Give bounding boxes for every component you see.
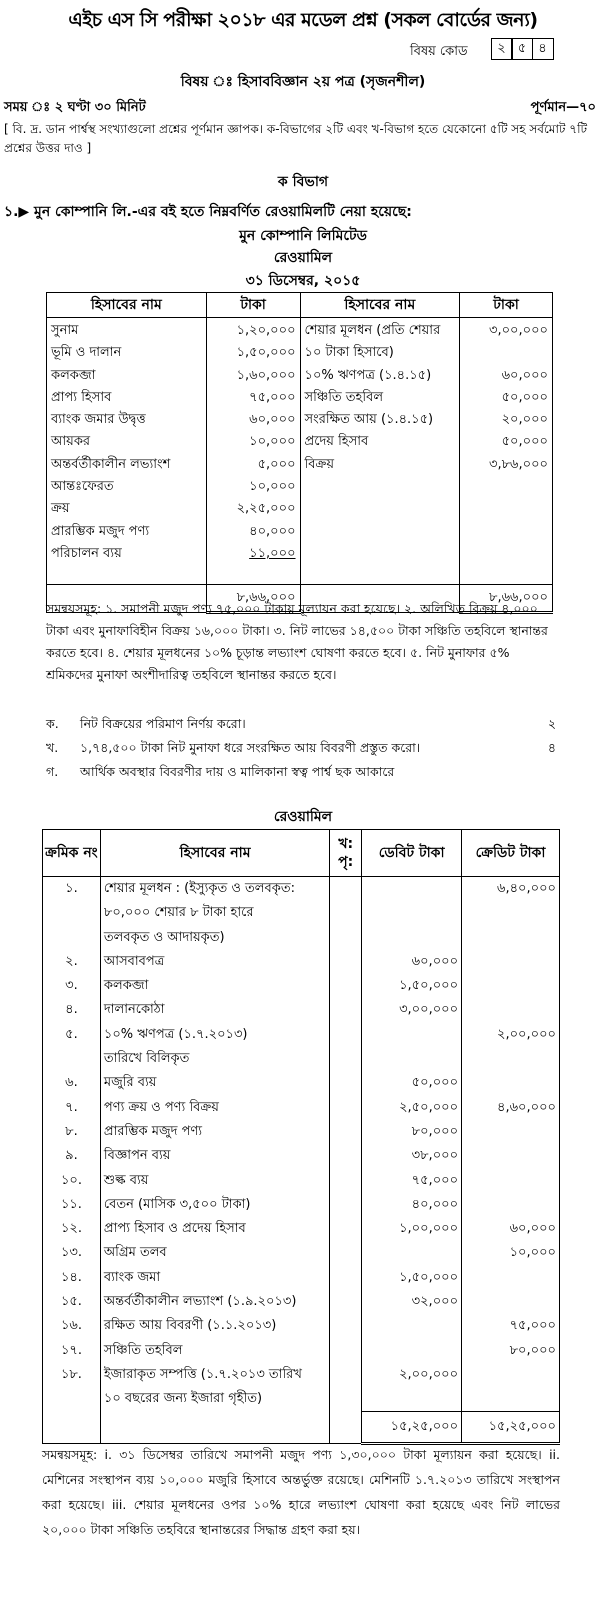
serial-cell: ৭.: [43, 1096, 101, 1120]
folio-cell: [330, 1144, 362, 1168]
debit-name: ব্যাংক জমার উদ্বৃত্ত: [51, 412, 146, 428]
adjustments-1: সমন্বয়সমূহ: ১. সমাপনী মজুদ পণ্য ৭৫,০০০ টাকায় মূল্যায়ন করা হয়েছে। ২. অলিখিত বিক্রয় ৪,০০০ টাকা এবং মুনাফাবিহীন বিক্রয় ১৬,০০০ টাকা। ৩. নিট লাভের ১৪,৫০০ টাকা সঞ্চিতি তহবিলে স্থানান্তর করতে হবে। ৪. শেয়ার মূলধনের ১০% চূড়ান্ত লভ্যাংশ ঘোষণা করতে হবে। ৫. নিট মুনাফার ৫% শ্রমিকদের মুনাফা অংশীদারিত্ব তহবিলে স্থানান্তর করতে হবে।: [46, 601, 548, 682]
folio-cell: [330, 1047, 362, 1071]
table-row: [43, 1363, 560, 1387]
folio-cell: [330, 1217, 362, 1241]
account-name-cell: তলবকৃত ও আদায়কৃত): [100, 926, 329, 950]
folio-cell: [330, 1096, 362, 1120]
debit-cell: [362, 1339, 462, 1363]
credit-name: সংরক্ষিত আয় (১.৪.১৫): [304, 412, 434, 428]
folio-cell: [330, 998, 362, 1022]
folio-cell: [330, 1241, 362, 1265]
debit-cell: ১,৫০,০০০: [362, 1266, 462, 1290]
credit-cell: ৬০,০০০: [462, 1217, 560, 1241]
company-name: মুন কোম্পানি লিমিটেড: [239, 228, 367, 244]
subquestion-label: ক.: [46, 716, 59, 731]
account-name-cell: অন্তর্বর্তীকালীন লভ্যাংশ (১.৯.২০১৩): [100, 1290, 329, 1314]
table-row: [43, 1241, 560, 1265]
debit-amount: ৭৫,০০০: [249, 389, 296, 405]
folio-cell: [330, 950, 362, 974]
subject-code-digit: ৪: [532, 38, 554, 60]
credit-amount: ২০,০০০: [501, 412, 548, 428]
table-row: [43, 1047, 560, 1071]
account-name-cell: পণ্য ক্রয় ও পণ্য বিক্রয়: [100, 1096, 329, 1120]
total-debit: ৮,৬৬,০০০: [206, 585, 300, 613]
account-name-cell: কলকব্জা: [100, 974, 329, 998]
credit-name: প্রদেয় হিসাব: [304, 434, 369, 450]
folio-cell: [330, 1314, 362, 1338]
table-row: [43, 901, 560, 925]
debit-cell: ২,৫০,০০০: [362, 1096, 462, 1120]
debit-name: সুনাম: [51, 323, 79, 338]
credit-name: সঞ্চিতি তহবিল: [304, 389, 384, 405]
debit-name: অন্তর্বর্তীকালীন লভ্যাংশ: [51, 456, 171, 472]
debit-cell: ৪০,০০০: [362, 1193, 462, 1217]
debit-names-cell: [47, 318, 207, 585]
serial-cell: ৬.: [43, 1071, 101, 1095]
debit-amounts-cell: [206, 318, 300, 585]
folio-cell: [330, 901, 362, 925]
folio-cell: [330, 926, 362, 950]
col-header: হিসাবের নাম: [100, 830, 329, 877]
folio-cell: [330, 974, 362, 998]
debit-cell: ২,০০,০০০: [362, 1363, 462, 1387]
credit-cell: ৪,৬০,০০০: [462, 1096, 560, 1120]
folio-cell: [330, 877, 362, 902]
col-header: হিসাবের নাম: [47, 293, 207, 318]
folio-cell: [330, 1193, 362, 1217]
account-name-cell: ৮০,০০০ শেয়ার ৮ টাকা হারে: [100, 901, 329, 925]
account-name-cell: বিজ্ঞাপন ব্যয়: [100, 1144, 329, 1168]
table-row: [43, 950, 560, 974]
serial-cell: ১৫.: [43, 1290, 101, 1314]
debit-cell: [362, 1387, 462, 1411]
debit-cell: [362, 1023, 462, 1047]
subquestion-ga: [46, 764, 556, 784]
debit-amount: ৬০,০০০: [249, 412, 296, 428]
debit-cell: ৩৮,০০০: [362, 1144, 462, 1168]
debit-cell: ৫০,০০০: [362, 1071, 462, 1095]
debit-cell: ৬০,০০০: [362, 950, 462, 974]
serial-cell: ১২.: [43, 1217, 101, 1241]
subquestion-mark: ২: [547, 716, 556, 731]
table-row: [43, 998, 560, 1022]
credit-cell: ৭৫,০০০: [462, 1314, 560, 1338]
folio-cell: [330, 1071, 362, 1095]
col-header: টাকা: [460, 293, 553, 318]
serial-cell: [43, 926, 101, 950]
table-row: [43, 1023, 560, 1047]
table-header-row: [43, 830, 560, 877]
account-name-cell: আসবাবপত্র: [100, 950, 329, 974]
serial-cell: ৮.: [43, 1120, 101, 1144]
debit-name: কলকব্জা: [51, 367, 96, 383]
debit-cell: [362, 1047, 462, 1071]
serial-cell: ২.: [43, 950, 101, 974]
debit-amount: ৪০,০০০: [249, 523, 296, 539]
credit-amount: [464, 342, 548, 364]
debit-name: ক্রয়: [51, 501, 70, 517]
table-row: [43, 1290, 560, 1314]
exam-time: সময় ঃ ২ ঘণ্টা ৩০ মিনিট: [4, 100, 146, 115]
serial-cell: ১৭.: [43, 1339, 101, 1363]
debit-cell: ৮০,০০০: [362, 1120, 462, 1144]
subquestion-mark: ৪: [547, 740, 556, 755]
table-body-row: [47, 318, 553, 585]
credit-cell: [462, 1169, 560, 1193]
table-row: [43, 1314, 560, 1338]
serial-cell: [43, 901, 101, 925]
debit-name: আয়কর: [51, 434, 91, 450]
credit-name: শেয়ার মূলধন (প্রতি শেয়ার: [304, 323, 441, 338]
table-row: [43, 1071, 560, 1095]
debit-cell: ১,০০,০০০: [362, 1217, 462, 1241]
adjustments-2: সমন্বয়সমূহ: i. ৩১ ডিসেম্বর তারিখে সমাপনী মজুদ পণ্য ১,৩০,০০০ টাকা মূল্যায়ন করা হয়েছে। ii. মেশিনের সংস্থাপন ব্যয় ১০,০০০ মজুরি হিসাবে অন্তর্ভুক্ত রয়েছে। মেশিনটি ১.৭.২০১৩ তারিখে সংস্থাপন করা হয়েছে। iii. শেয়ার মূলধনের ওপর ১০% হারে লভ্যাংশ ঘোষণা করা হয়েছে এবং নিট লাভের ২০,০০০ টাকা সঞ্চিতি তহবিরে স্থানান্তরের সিদ্ধান্ত গ্রহণ করা হয়।: [42, 1447, 560, 1537]
account-name-cell: বেতন (মাসিক ৩,৫০০ টাকা): [100, 1193, 329, 1217]
table-row: [43, 1193, 560, 1217]
instruction-note: [ বি. দ্র. ডান পার্শ্বস্থ সংখ্যাগুলো প্রশ্নের পূর্ণমান জ্ঞাপক। ক-বিভাগের ২টি এবং খ-বিভাগ হতে যেকোনো ৫টি সহ সর্বমোট ৭টি প্রশ্নের উত্তর দাও ]: [4, 122, 588, 155]
account-name-cell: ব্যাংক জমা: [100, 1266, 329, 1290]
folio-cell: [330, 1339, 362, 1363]
account-name-cell: তারিখে বিলিকৃত: [100, 1047, 329, 1071]
serial-cell: ১৪.: [43, 1266, 101, 1290]
table-row: [43, 1387, 560, 1411]
serial-cell: ৪.: [43, 998, 101, 1022]
table-row: [43, 1266, 560, 1290]
account-name-cell: শুল্ক ব্যয়: [100, 1169, 329, 1193]
credit-cell: [462, 1193, 560, 1217]
section-title: ক বিভাগ: [277, 174, 329, 190]
table-row: [43, 926, 560, 950]
serial-cell: ১৩.: [43, 1241, 101, 1265]
trial-balance-table-2: [42, 829, 560, 1445]
serial-cell: ১১.: [43, 1193, 101, 1217]
total-debit: ১৫,২৫,০০০: [362, 1412, 462, 1444]
debit-cell: [362, 1241, 462, 1265]
serial-cell: ৫.: [43, 1023, 101, 1047]
serial-cell: [43, 1047, 101, 1071]
folio-cell: [330, 1266, 362, 1290]
subject-code-digit: ৫: [511, 38, 533, 60]
folio-cell: [330, 1387, 362, 1411]
col-header: হিসাবের নাম: [300, 293, 460, 318]
debit-cell: ৩২,০০০: [362, 1290, 462, 1314]
total-row: [43, 1412, 560, 1444]
folio-cell: [330, 1290, 362, 1314]
credit-cell: [462, 1120, 560, 1144]
subject-code-label: বিষয় কোড: [410, 44, 468, 59]
account-name-cell: প্রারম্ভিক মজুদ পণ্য: [100, 1120, 329, 1144]
debit-amount: ১,২০,০০০: [236, 323, 296, 338]
col-header: ডেবিট টাকা: [362, 830, 462, 877]
credit-cell: [462, 1071, 560, 1095]
total-credit: ৮,৬৬,০০০: [460, 585, 553, 613]
total-credit: ১৫,২৫,০০০: [462, 1412, 560, 1444]
debit-amount: ২,২৫,০০০: [236, 501, 296, 517]
serial-cell: ১.: [43, 877, 101, 902]
debit-cell: [362, 877, 462, 902]
account-name-cell: রক্ষিত আয় বিবরণী (১.১.২০১৩): [100, 1314, 329, 1338]
account-name-cell: ইজারাকৃত সম্পত্তি (১.৭.২০১৩ তারিখ: [100, 1363, 329, 1387]
credit-cell: [462, 998, 560, 1022]
account-name-cell: সঞ্চিতি তহবিল: [100, 1339, 329, 1363]
table-row: [43, 1169, 560, 1193]
account-name-cell: মজুরি ব্যয়: [100, 1071, 329, 1095]
credit-cell: ১০,০০০: [462, 1241, 560, 1265]
account-name-cell: অগ্রিম তলব: [100, 1241, 329, 1265]
table-row: [43, 877, 560, 902]
account-name-cell: দালানকোঠা: [100, 998, 329, 1022]
subquestion-ka: [46, 716, 556, 736]
subject-title: বিষয় ঃ হিসাববিজ্ঞান ২য় পত্র (সৃজনশীল): [180, 74, 426, 90]
subquestion-kha: [46, 740, 556, 760]
debit-amount: ১১,০০০: [249, 545, 296, 561]
credit-amount: ৬০,০০০: [501, 367, 548, 383]
folio-cell: [330, 1363, 362, 1387]
credit-cell: [462, 974, 560, 998]
credit-cell: [462, 926, 560, 950]
subquestion-text: ১,৭৪,৫০০ টাকা নিট মুনাফা ধরে সংরক্ষিত আয় বিবরণী প্রস্তুত করো।: [80, 740, 421, 755]
question-1-intro: ১.▶ মুন কোম্পানি লি.-এর বই হতে নিম্নবর্ণিত রেওয়ামিলটি নেয়া হয়েছে:: [4, 204, 412, 220]
credit-amount: ৩,৮৬,০০০: [489, 456, 548, 472]
subquestion-label: খ.: [46, 740, 59, 755]
col-header: ক্রমিক নং: [43, 830, 101, 877]
account-name-cell: শেয়ার মূলধন : (ইস্যুকৃত ও তলবকৃত:: [100, 877, 329, 902]
debit-name: প্রাপ্য হিসাব: [51, 389, 112, 405]
serial-cell: ১০.: [43, 1169, 101, 1193]
credit-cell: [462, 1266, 560, 1290]
credit-name: ১০% ঋণপত্র (১.৪.১৫): [304, 367, 432, 383]
debit-cell: [362, 926, 462, 950]
account-name-cell: প্রাপ্য হিসাব ও প্রদেয় হিসাব: [100, 1217, 329, 1241]
table-row: [43, 974, 560, 998]
credit-cell: [462, 1290, 560, 1314]
debit-amount: ১,৬০,০০০: [236, 367, 296, 383]
statement-title: রেওয়ামিল: [273, 250, 333, 266]
debit-cell: ৩,০০,০০০: [362, 998, 462, 1022]
serial-cell: ১৬.: [43, 1314, 101, 1338]
statement-date: ৩১ ডিসেম্বর, ২০১৫: [245, 273, 361, 289]
debit-amount: ১০,০০০: [249, 479, 296, 495]
credit-cell: [462, 1047, 560, 1071]
credit-amount: ৫০,০০০: [501, 389, 548, 405]
credit-cell: [462, 950, 560, 974]
credit-cell: ২,০০,০০০: [462, 1023, 560, 1047]
table-header-row: [47, 293, 553, 318]
col-header: টাকা: [206, 293, 300, 318]
credit-amount: ৩,০০,০০০: [489, 323, 548, 338]
credit-cell: [462, 1363, 560, 1387]
subquestion-text: নিট বিক্রয়ের পরিমাণ নির্ণয় করো।: [80, 716, 246, 731]
table-row: [43, 1144, 560, 1168]
credit-amount: ৫০,০০০: [501, 434, 548, 450]
debit-cell: [362, 1314, 462, 1338]
credit-amounts-cell: [460, 318, 553, 585]
debit-cell: ৭৫,০০০: [362, 1169, 462, 1193]
debit-amount: ১,৫০,০০০: [236, 345, 296, 361]
page-title: এইচ এস সি পরীক্ষা ২০১৮ এর মডেল প্রশ্ন (সকল বোর্ডের জন্য): [68, 9, 538, 31]
credit-cell: [462, 1144, 560, 1168]
table-row: [43, 1120, 560, 1144]
account-name-cell: ১০ বছরের জন্য ইজারা গৃহীত): [100, 1387, 329, 1411]
credit-cell: [462, 1387, 560, 1411]
debit-name: প্রারম্ভিক মজুদ পণ্য: [51, 523, 150, 539]
debit-name: আন্তঃফেরত: [51, 479, 114, 495]
table-row: [43, 1096, 560, 1120]
subject-code-boxes: [492, 38, 554, 60]
debit-amount: ৫,০০০: [257, 456, 296, 472]
full-marks: পূর্ণমান—৭০: [530, 100, 596, 115]
credit-name: ১০ টাকা হিসাবে): [304, 345, 394, 361]
debit-name: পরিচালন ব্যয়: [51, 545, 122, 561]
subject-code-digit: ২: [491, 38, 513, 60]
credit-cell: ৮০,০০০: [462, 1339, 560, 1363]
table-row: [43, 1217, 560, 1241]
credit-names-cell: [300, 318, 460, 585]
debit-amount: ১০,০০০: [249, 434, 296, 450]
folio-cell: [330, 1023, 362, 1047]
folio-cell: [330, 1169, 362, 1193]
folio-cell: [330, 1120, 362, 1144]
trial-balance-table-1: [46, 292, 553, 614]
serial-cell: [43, 1387, 101, 1411]
account-name-cell: ১০% ঋণপত্র (১.৭.২০১৩): [100, 1023, 329, 1047]
col-header: ক্রেডিট টাকা: [462, 830, 560, 877]
credit-cell: ৬,৪০,০০০: [462, 877, 560, 902]
col-header: খ: পৃ:: [330, 830, 362, 877]
credit-cell: [462, 901, 560, 925]
statement-title-2: রেওয়ামিল: [273, 809, 333, 825]
subquestion-text: আর্থিক অবস্থার বিবরণীর দায় ও মালিকানা স্বত্ব পার্শ্ব ছক আকারে: [80, 764, 395, 779]
serial-cell: ৯.: [43, 1144, 101, 1168]
serial-cell: ১৮.: [43, 1363, 101, 1387]
debit-cell: ১,৫০,০০০: [362, 974, 462, 998]
debit-cell: [362, 901, 462, 925]
debit-name: ভূমি ও দালান: [51, 345, 122, 361]
subquestion-label: গ.: [46, 764, 59, 779]
table-row: [43, 1339, 560, 1363]
credit-name: বিক্রয়: [304, 456, 335, 472]
serial-cell: ৩.: [43, 974, 101, 998]
